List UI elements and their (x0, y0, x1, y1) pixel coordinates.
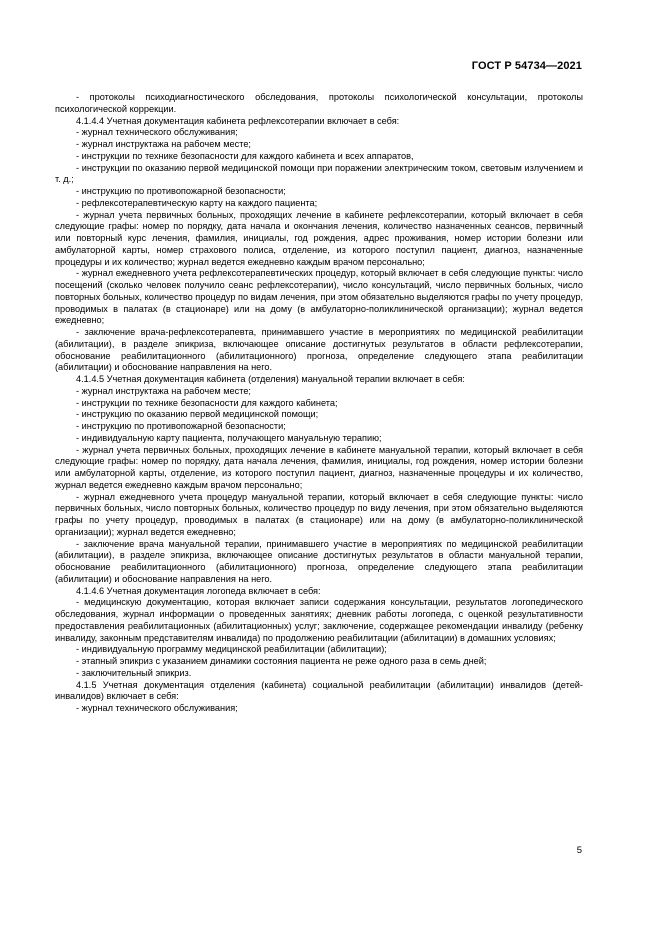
paragraph: - инструкцию по противопожарной безопасности; (76, 186, 286, 196)
paragraph: - рефлексотерапевтическую карту на каждого пациента; (76, 197, 318, 208)
paragraph: - заключительный эпикриз. (76, 667, 192, 678)
paragraph: - этапный эпикриз с указанием динамики состояния пациента не реже одного раза в семь дней; (76, 656, 487, 666)
paragraph: 4.1.4.4 Учетная документация кабинета рефлексотерапии включает в себя: (76, 115, 400, 126)
paragraph: - журнал технического обслуживания; (76, 703, 238, 713)
paragraph: 4.1.5 Учетная документация отделения (кабинета) социальной реабилитации (абилитации) инвалидов (детей-инвалидов) включает в себя: (55, 679, 583, 702)
paragraph: 4.1.4.5 Учетная документация кабинета (отделения) мануальной терапии включает в себя: (76, 374, 465, 384)
paragraph: - журнал инструктажа на рабочем месте; (76, 139, 251, 149)
paragraph: - инструкцию по противопожарной безопасности; (76, 421, 286, 431)
paragraph: - инструкции по технике безопасности для каждого кабинета и всех аппаратов, (76, 150, 414, 161)
paragraph: - журнал технического обслуживания; (76, 127, 238, 138)
paragraph: - медицинскую документацию, которая включает записи содержания консультации, результатов логопедического обследования, журнал информации о проведенных занятиях; дневник работы логопеда, с оценкой результативности предоставления реабилитационных (абилитационных) услуг; заключение, содержащее рекомендации инвалиду (ребенку инвалиду, законным представителям инвалида) по продолжению реабилитации (абилитации) в домашних условиях; (55, 597, 583, 643)
paragraph: - заключение врача мануальной терапии, принимавшего участие в мероприятиях по медицинской реабилитации (абилитации), в разделе эпикриза, включающее описание достигнутых результатов в области мануальной терапии, обоснование реабилитационного (абилитационного) прогноза, определение следующего этапа реабилитации (абилитации) и обоснование направления на него. (55, 538, 583, 584)
paragraph: - журнал учета первичных больных, проходящих лечение в кабинете рефлексотерапии, который включает в себя следующие графы: номер по порядку, дата начала и окончания лечения, количество назначенных сеансов, первичный или повторный курс лечения, фамилия, инициалы, год рождения, адрес проживания, номер истории болезни или амбулаторной карты, номер страхового полиса, отделение, из которого поступил пациент, диагноз, назначенные процедуры и их количество; журнал ведется ежедневно каждым врачом персонально; (55, 209, 583, 267)
paragraph: - инструкции по технике безопасности для каждого кабинета; (76, 397, 338, 408)
paragraph: - журнал учета первичных больных, проходящих лечение в кабинете мануальной терапии, который включает в себя следующие графы: номер по порядку, дата начала лечения, фамилия, инициалы, год рождения, номер истории болезни или амбулаторной карты, отделение, из которого поступил пациент, диагноз, назначенные процедуры и их количество, журнал ведется ежедневно каждым врачом персонально; (55, 444, 583, 490)
paragraph: - журнал инструктажа на рабочем месте; (76, 385, 251, 396)
body-text (55, 92, 583, 715)
document-header: ГОСТ Р 54734—2021 (471, 60, 582, 72)
paragraph: - журнал ежедневного учета процедур мануальной терапии, который включает в себя следующие пункты: число первичных больных, число повторных больных, количество процедур по виду лечения, при этом обязательно выделяются графы по учету процедур, проводимых в палатах (в стационаре) или на дому (в амбулаторно-поликлинической организации); журнал ведется ежедневно; (55, 491, 583, 537)
paragraph: - протоколы психодиагностического обследования, протоколы психологической консультации, протоколы психологической коррекции. (55, 92, 583, 114)
paragraph: - заключение врача-рефлексотерапевта, принимавшего участие в мероприятиях по медицинской реабилитации (абилитации), в разделе эпикриза, включающее описание достигнутых результатов в области рефлексотерапии, обоснование реабилитационного (абилитационного) прогноза, определение следующего этапа реабилитации (абилитации) и обоснование направления на него. (55, 327, 583, 373)
paragraph: - журнал ежедневного учета рефлексотерапевтических процедур, который включает в себя следующие пункты: число посещений (сколько человек получило сеанс рефлексотерапии), число консультаций, число первичных больных, число повторных больных, количество процедур по видам лечения, при этом обязательно выделяются графы по учету процедур, проводимых в палатах (в стационаре) или на дому (в амбулаторно-поликлинической организации); журнал ведется ежедневно; (55, 268, 584, 326)
page-number: 5 (576, 845, 582, 856)
paragraph: 4.1.4.6 Учетная документация логопеда включает в себя: (76, 585, 321, 596)
paragraph: - индивидуальную программу медицинской реабилитации (абилитации); (76, 644, 387, 655)
paragraph: - инструкции по оказанию первой медицинской помощи при поражении электрическим током, световым излучением и т. д.; (55, 162, 583, 185)
paragraph: - индивидуальную карту пациента, получающего мануальную терапию; (76, 432, 382, 443)
paragraph: - инструкцию по оказанию первой медицинской помощи; (76, 409, 319, 420)
